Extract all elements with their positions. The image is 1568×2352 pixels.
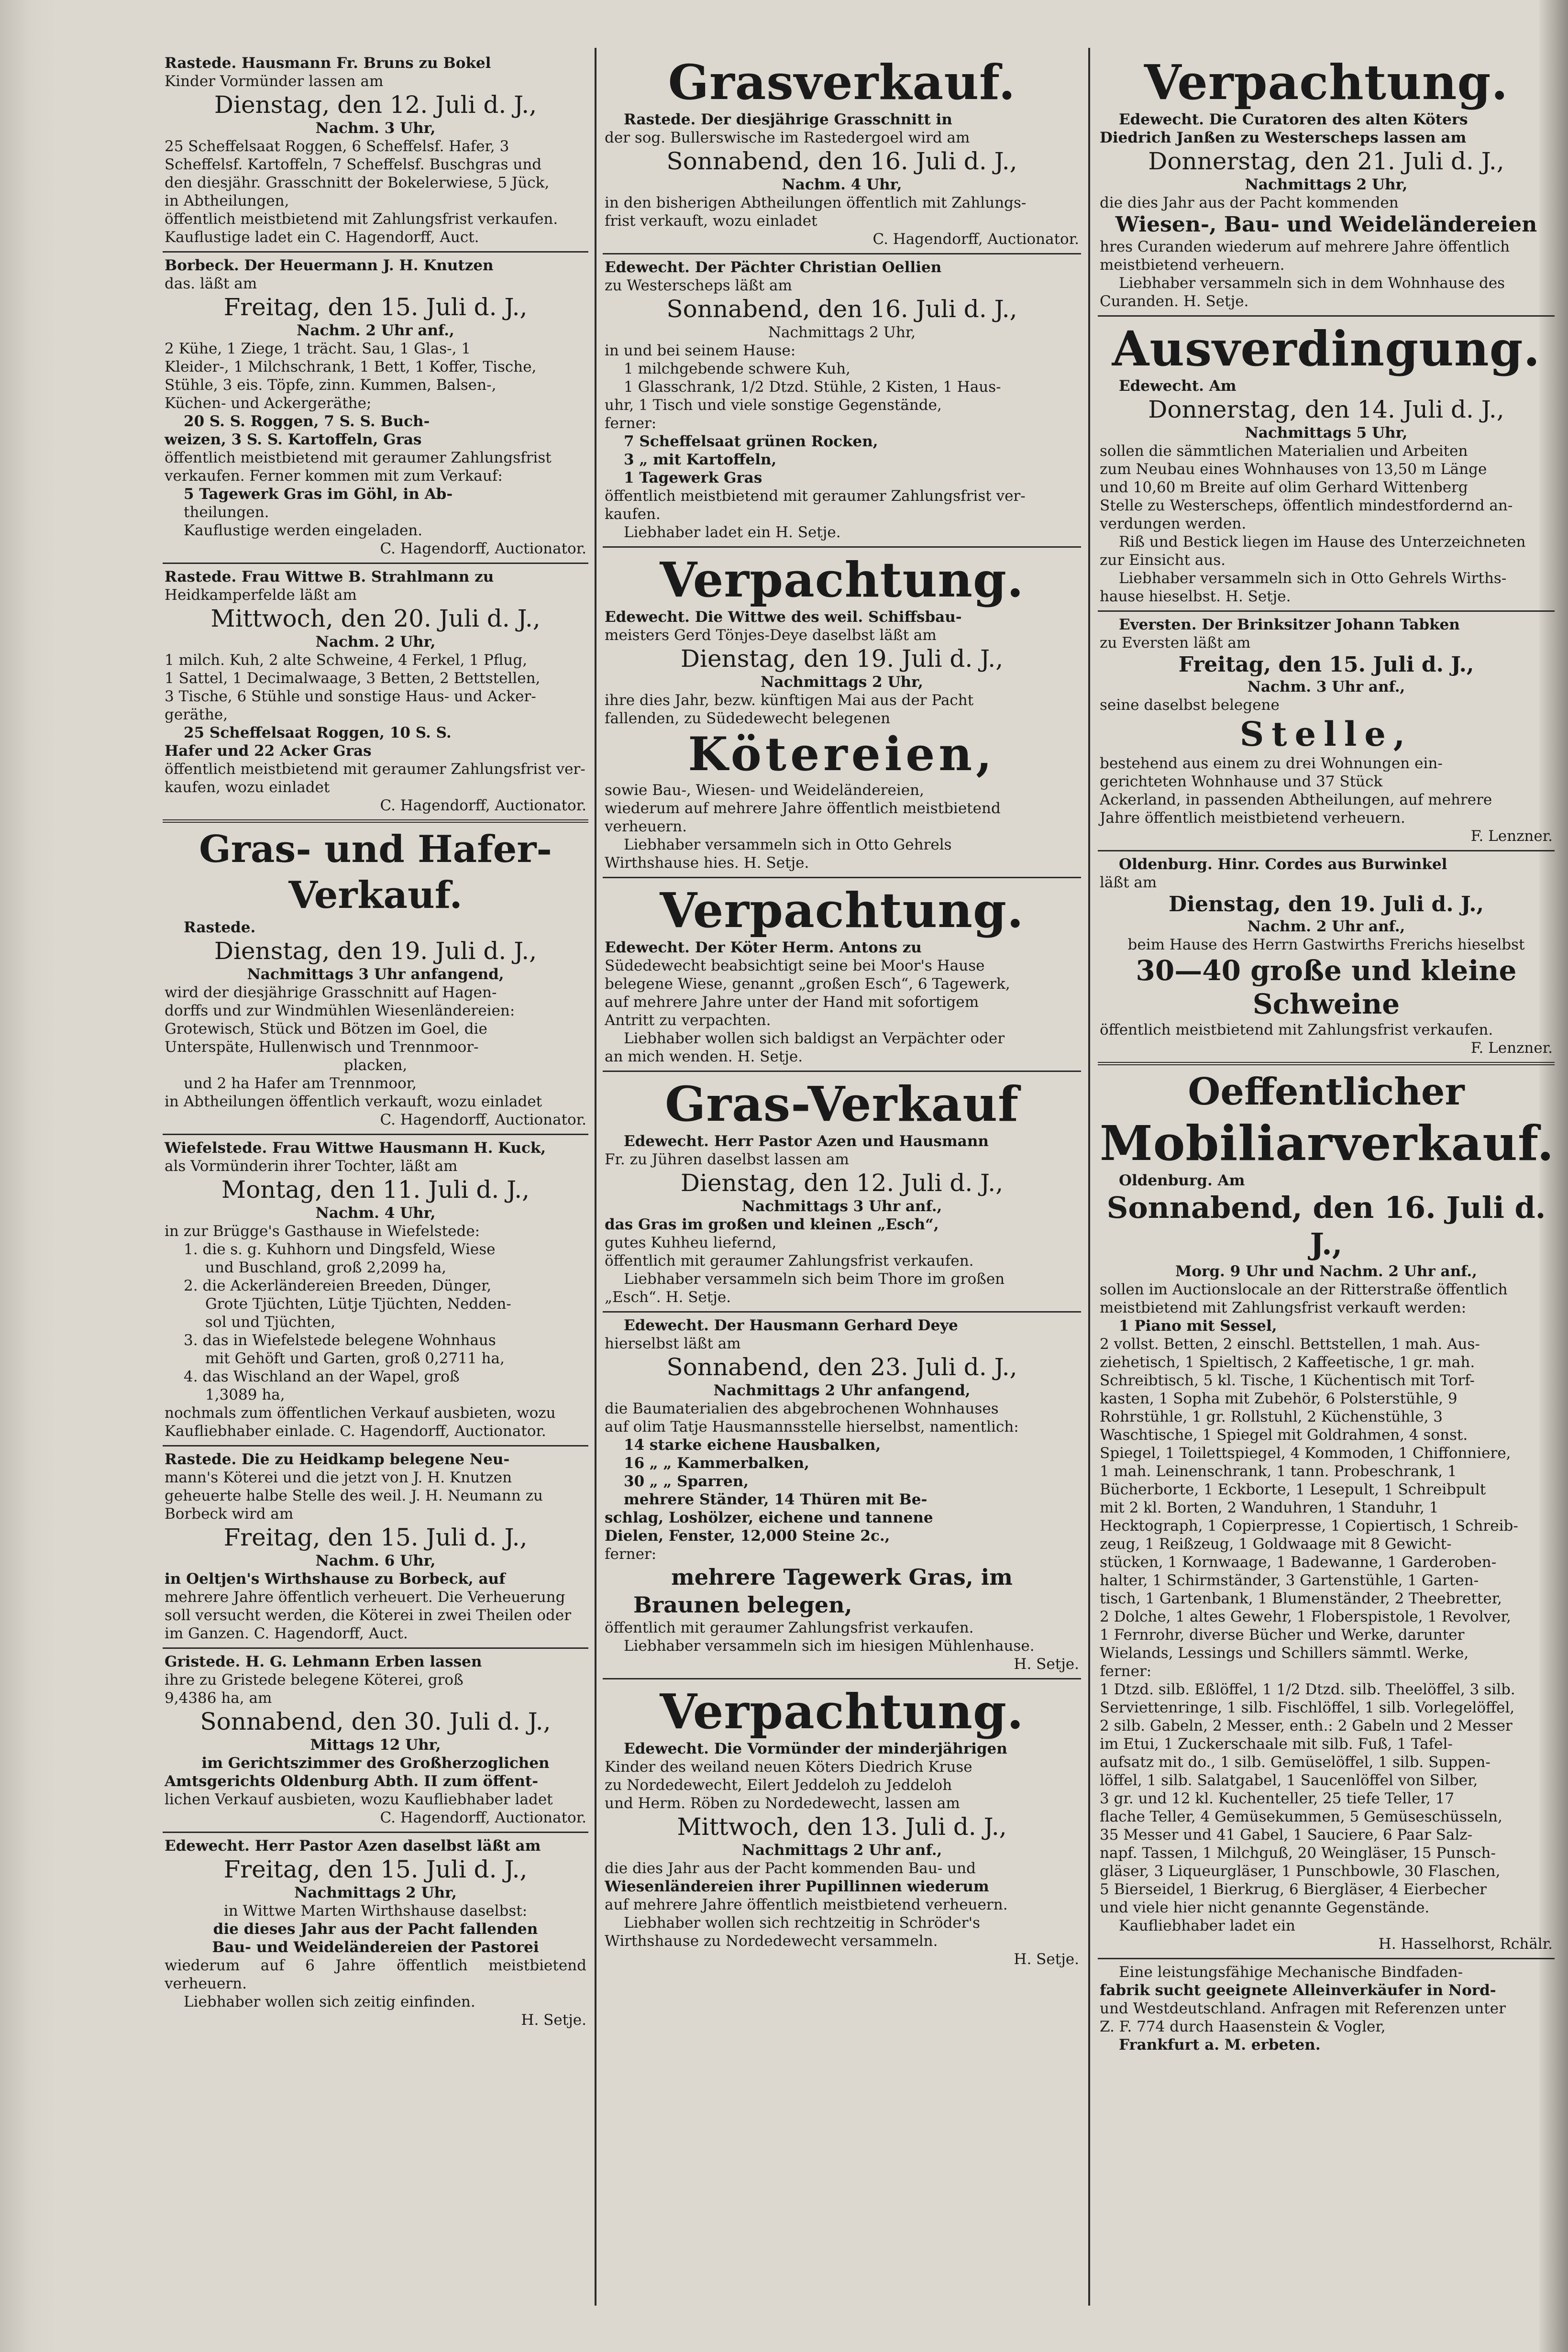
column-left: [163, 50, 588, 2327]
text-line: Ackerland, in passenden Abtheilungen, auf mehrere: [1100, 791, 1492, 808]
text-line: 1 milch. Kuh, 2 alte Schweine, 4 Ferkel, 1 Pflug,: [165, 651, 528, 669]
text-line: ihre dies Jahr, bezw. künftigen Mai aus der Pacht: [605, 692, 974, 709]
text-line: Dielen, Fenster, 12,000 Steine 2c.,: [605, 1527, 890, 1545]
advertisement-heading: Gras-Verkauf: [665, 1076, 1019, 1132]
text-line: „Esch“. H. Setje.: [605, 1289, 731, 1306]
text-line: Freitag, den 15. Juli d. J.,: [1178, 652, 1474, 677]
text-line: seine daselbst belegene: [1100, 696, 1280, 714]
text-line: Spiegel, 1 Toilettspiegel, 4 Kommoden, 1 Chiffonniere,: [1100, 1445, 1511, 1462]
text-line: mit 2 kl. Borten, 2 Wanduhren, 1 Standuhr, 1: [1100, 1499, 1439, 1516]
advertisement: [163, 251, 588, 563]
text-line: Heidkamperfelde läßt am: [165, 586, 357, 604]
text-line: Kauflustige ladet ein C. Hagendorff, Auct.: [165, 229, 479, 246]
text-line: Amtsgerichts Oldenburg Abth. II zum öffent-: [165, 1773, 539, 1790]
text-line: Jahre öffentlich meistbietend verheuern.: [1100, 809, 1405, 827]
text-line: 9,4386 ha, am: [165, 1689, 272, 1707]
advertisement: [1098, 50, 1555, 315]
advertisement-heading: Verpachtung.: [660, 552, 1024, 608]
text-line: Wiesen-, Bau- und Weideländereien: [1115, 212, 1537, 237]
text-line: Kinder des weiland neuen Köters Diedrich Kruse: [605, 1758, 972, 1776]
text-line: das Gras im großen und kleinen „Esch“,: [605, 1216, 939, 1233]
text-line: auf olim Tatje Hausmannsstelle hierselbst, namentlich:: [605, 1418, 1019, 1435]
text-line: 2 Dolche, 1 altes Gewehr, 1 Floberspistole, 1 Revolver,: [1100, 1608, 1511, 1625]
advertisement: [163, 819, 588, 1134]
text-line: hierselbst läßt am: [605, 1335, 741, 1352]
text-line: Serviettenringe, 1 silb. Fischlöffel, 1 silb. Vorlegelöffel,: [1100, 1699, 1515, 1716]
text-line: Wiefelstede. Frau Wittwe Hausmann H. Kuck,: [165, 1139, 546, 1157]
text-line: belegene Wiese, genannt „großen Esch“, 6 Tagewerk,: [605, 975, 1010, 993]
text-line: geheuerte halbe Stelle des weil. J. H. Neumann zu: [165, 1487, 543, 1504]
text-line: öffentlich mit geraumer Zahlungsfrist verkaufen.: [605, 1252, 974, 1270]
text-line: auf mehrere Jahre öffentlich meistbietend verheuern.: [605, 1896, 1008, 1913]
text-line: Sonnabend, den 16. Juli d. J.,: [1106, 1190, 1546, 1261]
text-line: und Buschland, groß 2,2099 ha,: [205, 1259, 447, 1276]
advertisement-heading: Ausverdingung.: [1112, 320, 1541, 377]
text-line: Freitag, den 15. Juli d. J.,: [223, 293, 528, 321]
text-line: lichen Verkauf ausbieten, wozu Kaufliebhaber ladet: [165, 1791, 553, 1808]
text-line: Stelle,: [1239, 714, 1413, 754]
text-line: 1 Sattel, 1 Decimalwaage, 3 Betten, 2 Bettstellen,: [165, 670, 541, 687]
text-line: ferner:: [1100, 1663, 1152, 1680]
text-line: Sonnabend, den 23. Juli d. J.,: [666, 1353, 1017, 1381]
text-line: Kaufliebhaber einlade. C. Hagendorff, Auctionator.: [165, 1423, 546, 1440]
text-line: in und bei seinem Hause:: [605, 342, 796, 359]
text-line: C. Hagendorff, Auctionator.: [380, 797, 586, 814]
text-line: stücken, 1 Kornwaage, 1 Badewanne, 1 Garderoben-: [1100, 1554, 1497, 1571]
text-line: halter, 1 Schirmständer, 3 Gartenstühle, 1 Garten-: [1100, 1572, 1479, 1589]
text-line: H. Setje.: [1014, 1656, 1079, 1673]
text-line: hres Curanden wiederum auf mehrere Jahre öffentlich: [1100, 238, 1510, 255]
text-line: Braunen belegen,: [633, 1592, 852, 1618]
text-line: Morg. 9 Uhr und Nachm. 2 Uhr anf.,: [1175, 1263, 1477, 1280]
text-line: 7 Scheffelsaat grünen Rocken,: [624, 433, 878, 450]
text-line: der sog. Bullerswische im Rastedergoel wird am: [605, 129, 970, 146]
text-line: sollen im Auctionslocale an der Ritterstraße öffentlich: [1100, 1281, 1508, 1298]
text-line: 3 Tische, 6 Stühle und sonstige Haus- und Acker-: [165, 688, 536, 705]
text-line: kaufen.: [605, 506, 661, 523]
text-line: dorffs und zur Windmühlen Wiesenländereien:: [165, 1002, 515, 1019]
text-line: Dienstag, den 19. Juli d. J.,: [214, 937, 537, 965]
text-line: sollen die sämmtlichen Materialien und Arbeiten: [1100, 442, 1468, 460]
text-line: 20 S. S. Roggen, 7 S. S. Buch-: [184, 413, 430, 430]
text-line: Dienstag, den 12. Juli d. J.,: [680, 1169, 1004, 1197]
text-line: Rastede. Die zu Heidkamp belegene Neu-: [165, 1451, 510, 1468]
text-line: Nachmittags 5 Uhr,: [1245, 424, 1408, 442]
advertisement-heading: Verpachtung.: [1144, 54, 1509, 110]
text-line: Dienstag, den 19. Juli d. J.,: [1169, 892, 1484, 917]
text-line: Scheffelsf. Kartoffeln, 7 Scheffelsf. Buschgras und: [165, 156, 542, 173]
text-line: mehrere Ständer, 14 Thüren mit Be-: [624, 1491, 928, 1508]
text-line: Nachm. 4 Uhr,: [782, 176, 902, 193]
text-line: Diedrich Janßen zu Westerscheps lassen am: [1100, 129, 1467, 146]
text-line: Nachm. 4 Uhr,: [315, 1204, 436, 1222]
text-line: mann's Köterei und die jetzt von J. H. Knutzen: [165, 1469, 512, 1486]
text-line: 5 Bierseidel, 1 Bierkrug, 6 Biergläser, 4 Eierbecher: [1100, 1881, 1487, 1898]
text-line: Edewecht. Die Vormünder der minderjährigen: [624, 1740, 1007, 1757]
text-line: Schreibtisch, 5 kl. Tische, 1 Küchentisch mit Torf-: [1100, 1372, 1475, 1389]
text-line: 25 Scheffelsaat Roggen, 10 S. S.: [184, 724, 452, 741]
text-line: Stühle, 3 eis. Töpfe, zinn. Kummen, Balsen-,: [165, 376, 497, 394]
advertisement: [1098, 610, 1555, 850]
text-line: in Oeltjen's Wirthshause zu Borbeck, auf: [165, 1570, 506, 1588]
advertisement: [1098, 1062, 1555, 1958]
text-line: gutes Kuhheu liefernd,: [605, 1234, 777, 1251]
text-line: uhr, 1 Tisch und viele sonstige Gegenstände,: [605, 397, 942, 414]
text-line: Liebhaber wollen sich rechtzeitig in Schröder's: [624, 1914, 981, 1932]
text-line: Edewecht. Herr Pastor Azen daselbst läßt am: [165, 1837, 541, 1855]
text-line: Nachmittags 3 Uhr anfangend,: [247, 966, 504, 983]
text-line: Nachmittags 2 Uhr,: [1245, 176, 1408, 193]
text-line: gerichteten Wohnhause und 37 Stück: [1100, 773, 1383, 790]
text-line: zum Neubau eines Wohnhauses von 13,50 m Länge: [1100, 461, 1487, 478]
advertisement-heading: Mobiliarverkauf.: [1100, 1115, 1555, 1171]
text-line: Oldenburg. Am: [1119, 1172, 1245, 1189]
text-line: kaufen, wozu einladet: [165, 779, 330, 796]
text-line: in den bisherigen Abtheilungen öffentlich mit Zahlungs-: [605, 194, 1027, 211]
text-line: Hafer und 22 Acker Gras: [165, 742, 372, 760]
text-line: 30—40 große und kleine Schweine: [1136, 954, 1517, 1020]
text-line: Dienstag, den 12. Juli d. J.,: [214, 91, 537, 119]
text-line: läßt am: [1100, 874, 1157, 891]
text-line: Liebhaber ladet ein H. Setje.: [624, 524, 841, 541]
text-line: löffel, 1 silb. Salatgabel, 1 Saucenlöffel von Silber,: [1100, 1772, 1478, 1789]
text-line: 35 Messer und 41 Gabel, 1 Sauciere, 6 Paar Salz-: [1100, 1826, 1473, 1844]
text-line: Montag, den 11. Juli d. J.,: [221, 1176, 530, 1204]
text-line: Sonnabend, den 16. Juli d. J.,: [666, 147, 1017, 175]
text-line: 25 Scheffelsaat Roggen, 6 Scheffelsf. Hafer, 3: [165, 138, 509, 155]
text-line: Nachmittags 2 Uhr anfangend,: [713, 1382, 971, 1399]
text-line: Eversten. Der Brinksitzer Johann Tabken: [1119, 616, 1460, 633]
text-line: Donnerstag, den 14. Juli d. J.,: [1148, 396, 1504, 423]
text-line: Dienstag, den 19. Juli d. J.,: [680, 645, 1004, 673]
advertisement: [603, 1311, 1081, 1678]
text-line: 4. das Wischland an der Wapel, groß: [184, 1368, 460, 1385]
text-line: verdungen werden.: [1100, 515, 1247, 532]
text-line: Nachmittags 2 Uhr anf.,: [741, 1842, 942, 1859]
column-rule-2: [1088, 48, 1090, 2306]
advertisement: [1098, 1958, 1555, 2059]
text-line: Küchen- und Ackergeräthe;: [165, 395, 372, 412]
text-line: mehrere Jahre öffentlich verheuert. Die Verheuerung: [165, 1589, 565, 1606]
text-line: Nachmittags 3 Uhr anf.,: [741, 1198, 942, 1215]
text-line: Rastede. Frau Wittwe B. Strahlmann zu: [165, 568, 494, 585]
column-middle: [603, 50, 1081, 2327]
text-line: wiederum auf 6 Jahre öffentlich meistbietend verheuern.: [165, 1957, 586, 1992]
text-line: Grotewisch, Stück und Bötzen im Goel, die: [165, 1020, 487, 1038]
text-line: zu Eversten läßt am: [1100, 634, 1251, 651]
text-line: beim Hause des Herrn Gastwirths Frerichs hieselbst: [1127, 936, 1525, 953]
text-line: wird der diesjährige Grasschnitt auf Hagen-: [165, 984, 497, 1001]
text-line: 2 vollst. Betten, 2 einschl. Bettstellen, 1 mah. Aus-: [1100, 1336, 1480, 1353]
text-line: 2 Kühe, 1 Ziege, 1 trächt. Sau, 1 Glas-, 1: [165, 340, 471, 357]
text-line: Z. F. 774 durch Haasenstein & Vogler,: [1100, 2018, 1386, 2035]
text-line: 1 Glasschrank, 1/2 Dtzd. Stühle, 2 Kisten, 1 Haus-: [624, 378, 1001, 396]
text-line: aufsatz mit do., 1 silb. Gemüselöffel, 1 silb. Suppen-: [1100, 1754, 1491, 1771]
text-line: Edewecht. Der Hausmann Gerhard Deye: [624, 1317, 958, 1334]
text-line: in zur Brügge's Gasthause in Wiefelstede:: [165, 1223, 480, 1240]
advertisement: [603, 877, 1081, 1071]
advertisement: [163, 1445, 588, 1647]
text-line: 2. die Ackerländereien Breeden, Dünger,: [184, 1277, 492, 1294]
text-line: Frankfurt a. M. erbeten.: [1119, 2036, 1321, 2054]
text-line: Grote Tjüchten, Lütje Tjüchten, Nedden-: [205, 1295, 511, 1313]
text-line: Nachmittags 2 Uhr,: [768, 324, 916, 341]
text-line: den diesjähr. Grasschnitt der Bokelerwiese, 5 Jück,: [165, 174, 550, 191]
text-line: napf. Tassen, 1 Milchguß, 20 Weingläser, 15 Punsch-: [1100, 1844, 1496, 1862]
text-line: und Westdeutschland. Anfragen mit Referenzen unter: [1100, 2000, 1506, 2017]
text-line: geräthe,: [165, 706, 228, 723]
text-line: bestehend aus einem zu drei Wohnungen ein-: [1100, 755, 1443, 772]
advertisement: [163, 1134, 588, 1445]
text-line: Curanden. H. Setje.: [1100, 293, 1249, 310]
text-line: fabrik sucht geeignete Alleinverkäufer in Nord-: [1100, 1982, 1496, 1999]
text-line: 1,3089 ha,: [205, 1386, 285, 1403]
text-line: in Wittwe Marten Wirthshause daselbst:: [223, 1902, 528, 1920]
text-line: Borbeck wird am: [165, 1505, 294, 1523]
advertisement: [163, 1832, 588, 2034]
text-line: 1 Tagewerk Gras: [624, 469, 762, 486]
text-line: ihre zu Gristede belegene Köterei, groß: [165, 1671, 464, 1689]
advertisement: [603, 1071, 1081, 1311]
text-line: ferner:: [605, 415, 657, 432]
text-line: Liebhaber wollen sich zeitig einfinden.: [184, 1993, 475, 2010]
text-line: Edewecht. Die Wittwe des weil. Schiffsbau-: [605, 608, 962, 626]
text-line: Edewecht. Am: [1119, 377, 1237, 395]
text-line: mehrere Tagewerk Gras, im: [671, 1564, 1013, 1590]
text-line: Rohrstühle, 1 gr. Rollstuhl, 2 Küchenstühle, 3: [1100, 1408, 1443, 1425]
text-line: frist verkauft, wozu einladet: [605, 212, 817, 230]
text-line: öffentlich meistbietend mit geraumer Zahlungsfrist: [165, 449, 552, 466]
text-line: meistbietend verheuern.: [1100, 256, 1285, 274]
text-line: Liebhaber versammeln sich in dem Wohnhause des: [1119, 275, 1505, 292]
text-line: Donnerstag, den 21. Juli d. J.,: [1148, 147, 1504, 175]
text-line: Wirthshause hies. H. Setje.: [605, 854, 809, 872]
text-line: schlag, Loshölzer, eichene und tannene: [605, 1509, 933, 1526]
text-line: H. Setje.: [1014, 1951, 1079, 1968]
text-line: Oldenburg. Hinr. Cordes aus Burwinkel: [1119, 856, 1447, 873]
text-line: und 2 ha Hafer am Trennmoor,: [184, 1075, 417, 1092]
text-line: 1 Fernrohr, diverse Bücher und Werke, darunter: [1100, 1626, 1465, 1644]
text-line: im Gerichtszimmer des Großherzoglichen: [201, 1755, 550, 1772]
text-line: die dieses Jahr aus der Pacht fallenden: [213, 1921, 538, 1938]
advertisement: [603, 1678, 1081, 1973]
text-line: auf mehrere Jahre unter der Hand mit sofortigem: [605, 994, 979, 1011]
text-line: Rastede.: [184, 919, 256, 936]
text-line: gläser, 3 Liqueurgläser, 1 Punschbowle, 30 Flaschen,: [1100, 1863, 1501, 1880]
text-line: Hecktograph, 1 Copierpresse, 1 Copiertisch, 1 Schreib-: [1100, 1517, 1518, 1535]
text-line: Kleider-, 1 Milchschrank, 1 Bett, 1 Koffer, Tische,: [165, 358, 537, 375]
text-line: Wiesenländereien ihrer Pupillinnen wiederum: [605, 1878, 989, 1895]
text-line: Nachmittags 2 Uhr,: [761, 674, 923, 691]
text-line: und viele hier nicht genannte Gegenstände.: [1100, 1899, 1430, 1916]
text-line: öffentlich meistbietend mit geraumer Zahlungsfrist ver-: [605, 487, 1026, 505]
text-line: Unterspäte, Hullenwisch und Trennmoor-: [165, 1038, 479, 1056]
text-line: 1. die s. g. Kuhhorn und Dingsfeld, Wiese: [184, 1241, 496, 1258]
text-line: 1 Piano mit Sessel,: [1119, 1317, 1277, 1335]
text-line: F. Lenzner.: [1470, 1039, 1553, 1057]
text-line: sol und Tjüchten,: [205, 1314, 336, 1331]
text-line: 3. das in Wiefelstede belegene Wohnhaus: [184, 1332, 496, 1349]
text-line: Sonnabend, den 30. Juli d. J.,: [200, 1708, 551, 1735]
text-line: meistbietend mit Zahlungsfrist verkauft werden:: [1100, 1299, 1467, 1316]
text-line: Sonnabend, den 16. Juli d. J.,: [666, 295, 1017, 323]
text-line: im Ganzen. C. Hagendorff, Auct.: [165, 1625, 408, 1642]
advertisement-heading: Grasverkauf.: [668, 54, 1016, 110]
text-line: Nachm. 6 Uhr,: [315, 1552, 436, 1569]
text-line: ziehetisch, 1 Spieltisch, 2 Kaffeetische, 1 gr. mah.: [1100, 1354, 1475, 1371]
text-line: Borbeck. Der Heuermann J. H. Knutzen: [165, 257, 494, 274]
text-line: C. Hagendorff, Auctionator.: [380, 1809, 586, 1826]
text-line: Liebhaber versammeln sich in Otto Gehrels Wirths-: [1119, 570, 1507, 587]
text-line: weizen, 3 S. S. Kartoffeln, Gras: [165, 431, 422, 448]
text-line: Edewecht. Der Köter Herm. Antons zu: [605, 939, 922, 956]
text-line: mit Gehöft und Garten, groß 0,2711 ha,: [205, 1350, 505, 1367]
advertisement-heading: Verpachtung.: [660, 1683, 1024, 1740]
text-line: Stelle zu Westerscheps, öffentlich mindestfordernd an-: [1100, 497, 1513, 514]
text-line: 5 Tagewerk Gras im Göhl, in Ab-: [184, 486, 453, 503]
text-line: fallenden, zu Südedewecht belegenen: [605, 710, 891, 727]
advertisement: [603, 50, 1081, 253]
text-line: Rastede. Der diesjährige Grasschnitt in: [624, 111, 952, 128]
text-line: hause hieselbst. H. Setje.: [1100, 588, 1291, 605]
text-line: zur Einsicht aus.: [1100, 552, 1226, 569]
text-line: Wielands, Lessings und Schillers sämmtl. Werke,: [1100, 1645, 1469, 1662]
text-line: Kaufliebhaber ladet ein: [1119, 1917, 1295, 1934]
text-line: Kötereien,: [688, 727, 996, 781]
text-line: Bücherborte, 1 Eckborte, 1 Lesepult, 1 Schreibpult: [1100, 1481, 1486, 1498]
advertisement: [163, 563, 588, 819]
text-line: flache Teller, 4 Gemüsekummen, 5 Gemüseschüsseln,: [1100, 1808, 1502, 1825]
text-line: Nachm. 2 Uhr,: [315, 633, 436, 651]
text-line: Edewecht. Der Pächter Christian Oellien: [605, 259, 942, 276]
text-line: Mittwoch, den 13. Juli d. J.,: [677, 1813, 1007, 1841]
text-line: 14 starke eichene Hausbalken,: [624, 1436, 881, 1454]
text-line: kasten, 1 Sopha mit Zubehör, 6 Polsterstühle, 9: [1100, 1390, 1458, 1407]
text-line: öffentlich meistbietend mit Zahlungsfrist verkaufen.: [165, 210, 558, 228]
advertisement-heading: Verpachtung.: [660, 882, 1024, 939]
text-line: zeug, 1 Reißzeug, 1 Goldwaage mit 8 Gewicht-: [1100, 1535, 1452, 1553]
text-line: 1 Dtzd. silb. Eßlöffel, 1 1/2 Dtzd. silb. Theelöffel, 3 silb.: [1100, 1681, 1515, 1698]
column-right: [1098, 50, 1555, 2327]
text-line: Mittwoch, den 20. Juli d. J.,: [210, 605, 541, 632]
text-line: Kauflustige werden eingeladen.: [184, 522, 423, 539]
text-line: in Abtheilungen,: [165, 192, 289, 210]
text-line: Südedewecht beabsichtigt seine bei Moor's Hause: [605, 957, 985, 974]
text-line: öffentlich meistbietend mit Zahlungsfrist verkaufen.: [1100, 1021, 1493, 1038]
text-line: die dies Jahr aus der Pacht kommenden: [1100, 194, 1399, 211]
text-line: an mich wenden. H. Setje.: [605, 1048, 803, 1065]
text-line: sowie Bau-, Wiesen- und Weideländereien,: [605, 782, 924, 799]
text-line: Liebhaber versammeln sich im hiesigen Mühlenhause.: [624, 1637, 1035, 1655]
advertisement: [1098, 850, 1555, 1062]
text-line: Bau- und Weideländereien der Pastorei: [212, 1939, 539, 1956]
text-line: Nachm. 3 Uhr anf.,: [1247, 678, 1405, 696]
text-line: H. Hasselhorst, Rchälr.: [1378, 1935, 1553, 1953]
text-line: und Herm. Röben zu Nordedewecht, lassen am: [605, 1795, 960, 1812]
text-line: Nachm. 3 Uhr,: [315, 120, 436, 137]
text-line: 16 „ „ Kammerbalken,: [624, 1455, 809, 1472]
text-line: C. Hagendorff, Auctionator.: [380, 540, 586, 557]
text-line: Freitag, den 15. Juli d. J.,: [223, 1855, 528, 1883]
text-line: verkaufen. Ferner kommen mit zum Verkauf:: [165, 467, 503, 485]
text-line: zu Westerscheps läßt am: [605, 277, 792, 294]
advertisement: [603, 253, 1081, 546]
text-line: H. Setje.: [521, 2011, 586, 2029]
text-line: 2 silb. Gabeln, 2 Messer, enth.: 2 Gabeln und 2 Messer: [1100, 1717, 1513, 1734]
text-line: das. läßt am: [165, 275, 257, 292]
text-line: C. Hagendorff, Auctionator.: [872, 231, 1079, 248]
text-line: Wirthshause zu Nordedewecht versammeln.: [605, 1932, 938, 1950]
text-line: öffentlich mit geraumer Zahlungsfrist verkaufen.: [605, 1619, 974, 1636]
advertisement: [603, 546, 1081, 877]
text-line: die Baumaterialien des abgebrochenen Wohnhauses: [605, 1400, 999, 1417]
text-line: Nachm. 2 Uhr anf.,: [1247, 918, 1405, 935]
text-line: Nachm. 2 Uhr anf.,: [297, 322, 454, 339]
text-line: Edewecht. Herr Pastor Azen und Hausmann: [624, 1133, 989, 1150]
text-line: wiederum auf mehrere Jahre öffentlich meistbietend: [605, 800, 1001, 817]
text-line: Liebhaber versammeln sich in Otto Gehrels: [624, 836, 952, 853]
text-line: Nachmittags 2 Uhr,: [294, 1884, 457, 1901]
text-line: Mittags 12 Uhr,: [310, 1736, 441, 1754]
text-line: soll versucht werden, die Köterei in zwei Theilen oder: [165, 1607, 572, 1624]
text-line: in Abtheilungen öffentlich verkauft, wozu einladet: [165, 1093, 542, 1110]
text-line: Gristede. H. G. Lehmann Erben lassen: [165, 1653, 482, 1670]
text-line: tisch, 1 Gartenbank, 1 Blumenständer, 2 Theebretter,: [1100, 1590, 1502, 1607]
text-line: Liebhaber wollen sich baldigst an Verpächter oder: [624, 1030, 1005, 1047]
text-line: F. Lenzner.: [1470, 828, 1553, 845]
text-line: Riß und Bestick liegen im Hause des Unterzeichneten: [1119, 533, 1526, 551]
text-line: die dies Jahr aus der Pacht kommenden Bau- und: [605, 1860, 976, 1877]
text-line: theilungen.: [184, 504, 269, 521]
text-line: zu Nordedewecht, Eilert Jeddeloh zu Jeddeloh: [605, 1777, 952, 1794]
text-line: 1 milchgebende schwere Kuh,: [624, 360, 850, 377]
text-line: im Etui, 1 Zuckerschaale mit silb. Fuß, 1 Tafel-: [1100, 1735, 1453, 1753]
text-line: meisters Gerd Tönjes-Deye daselbst läßt am: [605, 627, 937, 644]
text-line: 3 gr. und 12 kl. Kuchenteller, 25 tiefe Teller, 17: [1100, 1790, 1455, 1807]
text-line: Kinder Vormünder lassen am: [165, 73, 384, 90]
text-line: Rastede. Hausmann Fr. Bruns zu Bokel: [165, 55, 491, 72]
text-line: verheuern.: [605, 818, 687, 835]
text-line: ferner:: [605, 1546, 657, 1563]
text-line: und 10,60 m Breite auf olim Gerhard Wittenberg: [1100, 479, 1468, 496]
text-line: Fr. zu Jühren daselbst lassen am: [605, 1151, 849, 1168]
column-rule-1: [595, 48, 596, 2306]
advertisement: [163, 1647, 588, 1832]
text-line: nochmals zum öffentlichen Verkauf ausbieten, wozu: [165, 1404, 556, 1422]
advertisement-heading: Gras- und Hafer-Verkauf.: [199, 828, 552, 917]
text-line: Waschtische, 1 Spiegel mit Goldrahmen, 4 sonst.: [1100, 1426, 1468, 1444]
text-line: Freitag, den 15. Juli d. J.,: [223, 1524, 528, 1551]
text-line: Eine leistungsfähige Mechanische Bindfaden-: [1119, 1964, 1463, 1981]
text-line: 3 „ mit Kartoffeln,: [624, 451, 777, 468]
text-line: C. Hagendorff, Auctionator.: [380, 1111, 586, 1128]
text-line: Edewecht. Die Curatoren des alten Köters: [1119, 111, 1468, 128]
text-line: placken,: [343, 1057, 408, 1074]
advertisement-heading: Oeffentlicher: [1188, 1070, 1465, 1114]
text-line: als Vormünderin ihrer Tochter, läßt am: [165, 1158, 458, 1175]
text-line: Antritt zu verpachten.: [605, 1012, 771, 1029]
advertisement: [163, 50, 588, 251]
text-line: öffentlich meistbietend mit geraumer Zahlungsfrist ver-: [165, 761, 585, 778]
page-binding-edge: [0, 0, 57, 2352]
advertisement: [1098, 315, 1555, 610]
text-line: Liebhaber versammeln sich beim Thore im großen: [624, 1270, 1005, 1288]
text-line: 1 mah. Leinenschrank, 1 tann. Probeschrank, 1: [1100, 1463, 1457, 1480]
text-line: 30 „ „ Sparren,: [624, 1473, 749, 1490]
